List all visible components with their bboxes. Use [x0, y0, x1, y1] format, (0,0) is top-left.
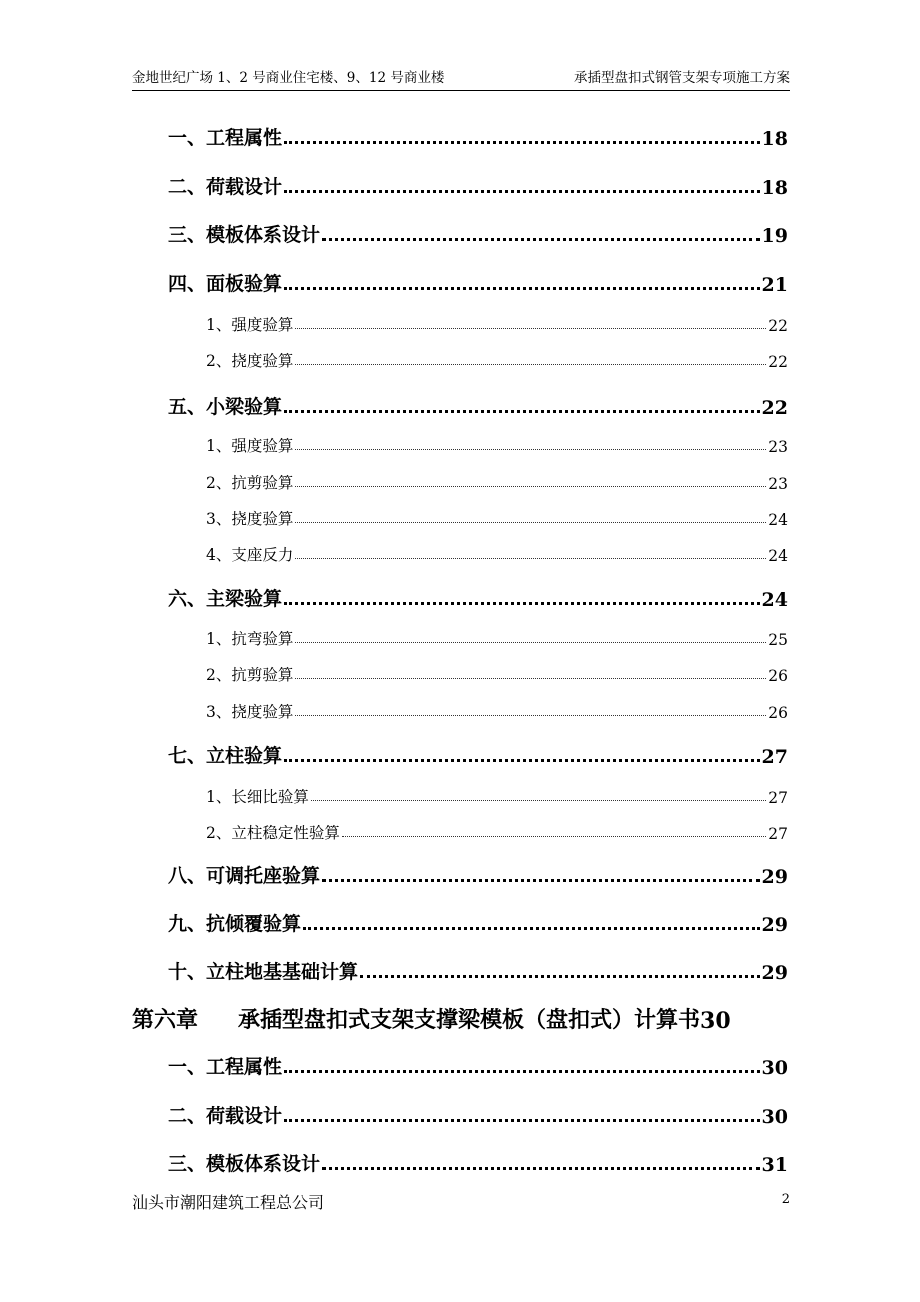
toc-dot-leader	[322, 1167, 760, 1170]
toc-section-entry[interactable]	[168, 173, 788, 199]
toc-page-number: 19	[761, 225, 788, 247]
toc-entry-label: 一、工程属性	[168, 127, 283, 149]
toc-subsection-entry[interactable]	[206, 507, 788, 529]
toc-dot-leader	[342, 836, 766, 837]
toc-dot-leader	[322, 879, 760, 882]
toc-subsection-entry[interactable]	[206, 471, 788, 493]
footer-page-number: 2	[781, 1192, 790, 1207]
toc-subsection-entry[interactable]	[206, 349, 788, 371]
toc-dot-leader	[284, 410, 760, 413]
toc-dot-leader	[284, 1119, 760, 1122]
toc-entry-label: 七、立柱验算	[168, 745, 283, 767]
toc-entry-label: 二、荷载设计	[168, 1105, 283, 1127]
toc-section-entry[interactable]	[168, 1150, 788, 1176]
toc-page-number: 25	[768, 631, 788, 649]
toc-page-number: 30	[761, 1106, 788, 1128]
toc-section-entry[interactable]	[168, 221, 788, 247]
toc-entry-label: 五、小梁验算	[168, 396, 283, 418]
toc-section-entry[interactable]	[168, 910, 788, 936]
toc-page-number: 18	[761, 177, 788, 199]
toc-section-entry[interactable]	[168, 270, 788, 296]
toc-page-number: 29	[761, 914, 788, 936]
toc-subsection-entry[interactable]	[206, 785, 788, 807]
toc-section-entry[interactable]	[168, 742, 788, 768]
toc-entry-label: 六、主梁验算	[168, 588, 283, 610]
toc-chapter-number: 第六章	[132, 1007, 199, 1033]
toc-page-number: 22	[768, 317, 788, 335]
toc-page-number: 27	[761, 746, 788, 768]
toc-entry-label: 三、模板体系设计	[168, 1153, 321, 1175]
toc-page-number: 26	[768, 704, 788, 722]
toc-dot-leader	[284, 287, 760, 290]
toc-entry-label: 四、面板验算	[168, 273, 283, 295]
page-header	[132, 64, 790, 91]
toc-dot-leader	[295, 678, 766, 679]
toc-page-number: 30	[761, 1057, 788, 1079]
toc-page-number: 26	[768, 667, 788, 685]
toc-page-number: 31	[761, 1154, 788, 1176]
toc-entry-label: 承插型盘扣式支架支撑梁模板（盘扣式）计算书	[238, 1007, 701, 1033]
toc-section-entry[interactable]	[168, 1053, 788, 1079]
toc-dot-leader	[295, 364, 766, 365]
toc-section-entry[interactable]	[168, 958, 788, 984]
footer-company-name: 汕头市潮阳建筑工程总公司	[132, 1193, 325, 1212]
toc-entry-label: 1、长细比验算	[206, 788, 309, 806]
toc-page-number: 27	[768, 789, 788, 807]
toc-subsection-entry[interactable]	[206, 434, 788, 456]
toc-dot-leader	[360, 975, 760, 978]
toc-page-number: 29	[761, 866, 788, 888]
toc-entry-label: 九、抗倾覆验算	[168, 913, 302, 935]
toc-page-number: 22	[768, 353, 788, 371]
toc-dot-leader	[322, 238, 760, 241]
toc-section-entry[interactable]	[168, 585, 788, 611]
toc-page-number: 24	[768, 547, 788, 565]
toc-subsection-entry[interactable]	[206, 543, 788, 565]
toc-subsection-entry[interactable]	[206, 700, 788, 722]
toc-page-number: 29	[761, 962, 788, 984]
toc-entry-label: 八、可调托座验算	[168, 865, 321, 887]
toc-dot-leader	[295, 328, 766, 329]
toc-page-number: 24	[768, 511, 788, 529]
toc-section-entry[interactable]	[168, 862, 788, 888]
toc-entry-label: 3、挠度验算	[206, 510, 294, 528]
toc-entry-label: 2、立柱稳定性验算	[206, 824, 340, 842]
toc-entry-label: 2、抗剪验算	[206, 474, 294, 492]
toc-dot-leader	[284, 190, 760, 193]
toc-dot-leader	[295, 522, 766, 523]
toc-entry-label: 二、荷载设计	[168, 176, 283, 198]
toc-subsection-entry[interactable]	[206, 663, 788, 685]
toc-dot-leader	[295, 449, 766, 450]
toc-section-entry[interactable]	[168, 1102, 788, 1128]
toc-entry-label: 2、抗剪验算	[206, 666, 294, 684]
header-project-name: 金地世纪广场 1、2 号商业住宅楼、9、12 号商业楼	[132, 70, 445, 86]
toc-page-number: 23	[768, 475, 788, 493]
toc-subsection-entry[interactable]	[206, 821, 788, 843]
toc-dot-leader	[311, 800, 766, 801]
toc-section-entry[interactable]	[168, 124, 788, 150]
toc-entry-label: 十、立柱地基基础计算	[168, 961, 359, 983]
toc-entry-label: 三、模板体系设计	[168, 224, 321, 246]
toc-dot-leader	[295, 558, 766, 559]
toc-entry-label: 1、抗弯验算	[206, 630, 294, 648]
toc-dot-leader	[284, 759, 760, 762]
toc-dot-leader	[284, 141, 760, 144]
toc-dot-leader	[284, 1070, 760, 1073]
toc-dot-leader	[295, 486, 766, 487]
toc-dot-leader	[284, 602, 760, 605]
toc-dot-leader	[295, 715, 766, 716]
toc-page-number: 24	[761, 589, 788, 611]
toc-entry-label: 4、支座反力	[206, 546, 294, 564]
toc-entry-label: 1、强度验算	[206, 316, 294, 334]
toc-subsection-entry[interactable]	[206, 313, 788, 335]
toc-entry-label: 3、挠度验算	[206, 703, 294, 721]
toc-entry-label: 2、挠度验算	[206, 352, 294, 370]
toc-section-entry[interactable]	[168, 393, 788, 419]
toc-entry-label: 一、工程属性	[168, 1056, 283, 1078]
toc-page-number: 22	[761, 397, 788, 419]
header-document-title: 承插型盘扣式钢管支架专项施工方案	[574, 70, 790, 86]
toc-entry-label: 1、强度验算	[206, 437, 294, 455]
toc-dot-leader	[303, 927, 760, 930]
toc-subsection-entry[interactable]	[206, 627, 788, 649]
toc-dot-leader	[295, 642, 766, 643]
toc-page-number: 23	[768, 438, 788, 456]
toc-page-number: 18	[761, 128, 788, 150]
toc-page-number: 21	[761, 274, 788, 296]
toc-page-number: 27	[768, 825, 788, 843]
toc-chapter-entry[interactable]	[132, 1004, 788, 1034]
toc-page-number: 30	[700, 1008, 731, 1034]
